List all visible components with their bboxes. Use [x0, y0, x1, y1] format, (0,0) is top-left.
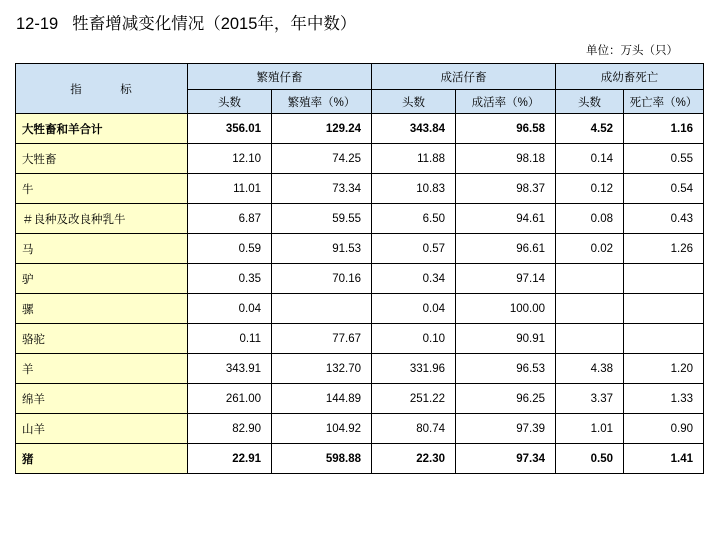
cell-value: 97.34: [456, 444, 556, 474]
cell-value: 22.30: [372, 444, 456, 474]
table-title-text: 牲畜增减变化情况（2015年，年中数）: [72, 15, 357, 33]
cell-value: 1.20: [624, 354, 704, 384]
cell-value: 77.67: [272, 324, 372, 354]
cell-value: 74.25: [272, 144, 372, 174]
cell-value: 0.04: [188, 294, 272, 324]
header-sub-2-0: 头数: [556, 90, 624, 114]
cell-value: 0.10: [372, 324, 456, 354]
row-label: 大牲畜: [16, 144, 188, 174]
row-label: 驴: [16, 264, 188, 294]
cell-value: 22.91: [188, 444, 272, 474]
cell-value: 11.88: [372, 144, 456, 174]
cell-value: 0.02: [556, 234, 624, 264]
cell-value: 70.16: [272, 264, 372, 294]
cell-value: 80.74: [372, 414, 456, 444]
cell-value: 97.14: [456, 264, 556, 294]
row-label: 绵羊: [16, 384, 188, 414]
page-title: [16, 10, 690, 34]
cell-value: 96.25: [456, 384, 556, 414]
cell-value: 1.26: [624, 234, 704, 264]
cell-value: [272, 294, 372, 324]
cell-value: 94.61: [456, 204, 556, 234]
table-body: [16, 114, 704, 474]
cell-value: 0.50: [556, 444, 624, 474]
table-row: [16, 444, 704, 474]
cell-value: [556, 264, 624, 294]
cell-value: 82.90: [188, 414, 272, 444]
table-row: [16, 264, 704, 294]
header-sub-1-0: 头数: [372, 90, 456, 114]
cell-value: [624, 264, 704, 294]
header-group-2: 成幼畜死亡: [556, 64, 704, 90]
row-label: 马: [16, 234, 188, 264]
table-row: [16, 354, 704, 384]
cell-value: 343.84: [372, 114, 456, 144]
cell-value: 97.39: [456, 414, 556, 444]
livestock-table: [15, 63, 704, 474]
header-sub-2-1: 死亡率（%）: [624, 90, 704, 114]
header-sub-0-0: 头数: [188, 90, 272, 114]
cell-value: 0.14: [556, 144, 624, 174]
header-group-1: 成活仔畜: [372, 64, 556, 90]
row-label: 骡: [16, 294, 188, 324]
row-label: 羊: [16, 354, 188, 384]
row-label: 山羊: [16, 414, 188, 444]
cell-value: 4.38: [556, 354, 624, 384]
cell-value: 6.87: [188, 204, 272, 234]
cell-value: 1.33: [624, 384, 704, 414]
cell-value: [556, 324, 624, 354]
cell-value: 129.24: [272, 114, 372, 144]
cell-value: 90.91: [456, 324, 556, 354]
cell-value: 343.91: [188, 354, 272, 384]
cell-value: [624, 294, 704, 324]
row-label: ＃良种及改良种乳牛: [16, 204, 188, 234]
cell-value: 4.52: [556, 114, 624, 144]
cell-value: [556, 294, 624, 324]
header-indicator: 指 标: [16, 64, 188, 114]
row-label: 牛: [16, 174, 188, 204]
table-number: 12-19: [16, 15, 59, 33]
table-header: [16, 64, 704, 114]
cell-value: 59.55: [272, 204, 372, 234]
cell-value: 0.34: [372, 264, 456, 294]
table-row: [16, 414, 704, 444]
table-row: [16, 234, 704, 264]
cell-value: 91.53: [272, 234, 372, 264]
cell-value: 331.96: [372, 354, 456, 384]
cell-value: 0.35: [188, 264, 272, 294]
cell-value: 0.90: [624, 414, 704, 444]
table-row: [16, 174, 704, 204]
cell-value: 0.12: [556, 174, 624, 204]
cell-value: 100.00: [456, 294, 556, 324]
table-row: [16, 384, 704, 414]
cell-value: 0.55: [624, 144, 704, 174]
header-sub-1-1: 成活率（%）: [456, 90, 556, 114]
cell-value: 96.58: [456, 114, 556, 144]
cell-value: 96.53: [456, 354, 556, 384]
cell-value: 6.50: [372, 204, 456, 234]
cell-value: 0.57: [372, 234, 456, 264]
cell-value: 10.83: [372, 174, 456, 204]
cell-value: 0.11: [188, 324, 272, 354]
cell-value: 0.04: [372, 294, 456, 324]
header-row-groups: [16, 64, 704, 90]
cell-value: 0.59: [188, 234, 272, 264]
table-row: [16, 144, 704, 174]
cell-value: 73.34: [272, 174, 372, 204]
cell-value: 1.16: [624, 114, 704, 144]
cell-value: 98.37: [456, 174, 556, 204]
header-sub-0-1: 繁殖率（%）: [272, 90, 372, 114]
cell-value: 96.61: [456, 234, 556, 264]
cell-value: 98.18: [456, 144, 556, 174]
cell-value: 132.70: [272, 354, 372, 384]
cell-value: 1.41: [624, 444, 704, 474]
cell-value: 261.00: [188, 384, 272, 414]
cell-value: 0.43: [624, 204, 704, 234]
cell-value: 356.01: [188, 114, 272, 144]
cell-value: 1.01: [556, 414, 624, 444]
cell-value: 3.37: [556, 384, 624, 414]
cell-value: 144.89: [272, 384, 372, 414]
cell-value: 598.88: [272, 444, 372, 474]
cell-value: 11.01: [188, 174, 272, 204]
table-row: [16, 294, 704, 324]
table-row: [16, 324, 704, 354]
cell-value: 104.92: [272, 414, 372, 444]
row-label: 猪: [16, 444, 188, 474]
cell-value: 0.08: [556, 204, 624, 234]
row-label: 大牲畜和羊合计: [16, 114, 188, 144]
cell-value: 12.10: [188, 144, 272, 174]
cell-value: 251.22: [372, 384, 456, 414]
row-label: 骆驼: [16, 324, 188, 354]
table-row: [16, 114, 704, 144]
cell-value: [624, 324, 704, 354]
header-group-0: 繁殖仔畜: [188, 64, 372, 90]
unit-label: 单位：万头（只）: [586, 45, 678, 57]
cell-value: 0.54: [624, 174, 704, 204]
table-row: [16, 204, 704, 234]
